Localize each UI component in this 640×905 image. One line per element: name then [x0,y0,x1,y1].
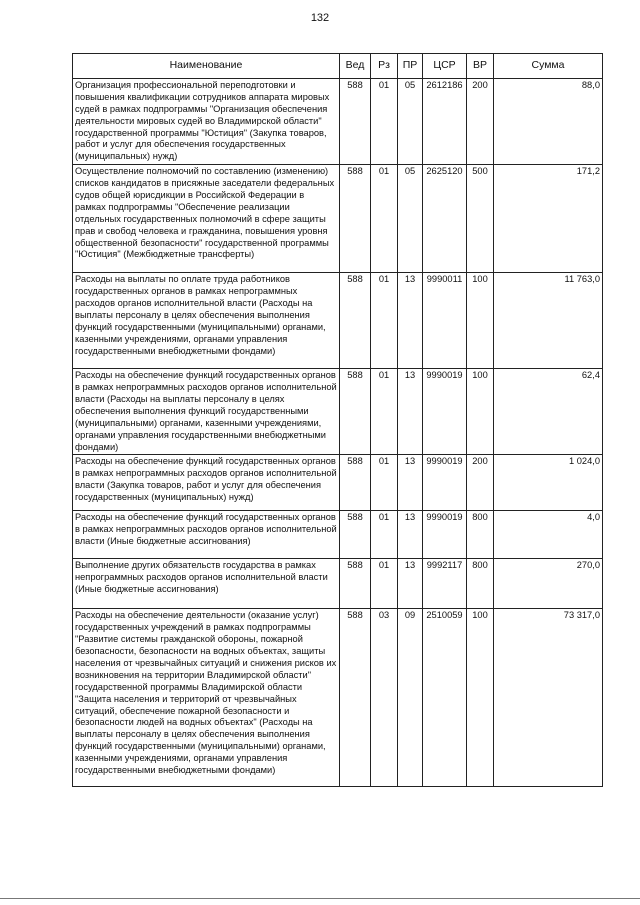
cell-csr: 2625120 [423,165,467,273]
cell-vr: 200 [467,455,494,511]
cell-name: Выполнение других обязательств государства в рамках непрограммных расходов органов исполнительной власти (Иные бюджетные ассигнования) [73,559,340,609]
cell-sum: 11 763,0 [494,273,603,369]
cell-vr: 200 [467,79,494,165]
cell-csr: 9990019 [423,511,467,559]
cell-csr: 9992117 [423,559,467,609]
cell-vr: 800 [467,559,494,609]
cell-rz: 01 [371,455,398,511]
cell-sum: 73 317,0 [494,609,603,787]
cell-ved: 588 [340,369,371,455]
cell-name: Организация профессиональной переподготовки и повышения квалификации сотрудников аппарата мировых судей в рамках подпрограммы "Организация обеспечения деятельности мировых судей во Владимирской области" государственной программы "Юстиция" (Закупка товаров, работ и услуг для обеспечения государственных (муниципальных) нужд) [73,79,340,165]
cell-pr: 13 [398,273,423,369]
cell-sum: 270,0 [494,559,603,609]
cell-ved: 588 [340,511,371,559]
header-csr: ЦСР [423,54,467,79]
cell-pr: 13 [398,559,423,609]
cell-csr: 2510059 [423,609,467,787]
header-row [73,54,603,79]
header-pr: ПР [398,54,423,79]
table-row [73,455,603,511]
cell-sum: 171,2 [494,165,603,273]
table-row [73,559,603,609]
cell-ved: 588 [340,455,371,511]
cell-name: Расходы на обеспечение функций государственных органов в рамках непрограммных расходов органов исполнительной власти (Иные бюджетные ассигнования) [73,511,340,559]
cell-pr: 13 [398,455,423,511]
table-row [73,609,603,787]
table-row [73,79,603,165]
page-number: 132 [310,12,330,24]
cell-vr: 100 [467,273,494,369]
cell-name: Расходы на выплаты по оплате труда работников государственных органов в рамках непрограммных расходов органов исполнительной власти (Расходы на выплаты персоналу в целях обеспечения выполнения функций государственными (муниципальными) органами, казенными учреждениями, органами управления государственными внебюджетными фондами) [73,273,340,369]
table-row [73,511,603,559]
cell-csr: 9990019 [423,455,467,511]
cell-ved: 588 [340,559,371,609]
cell-sum: 88,0 [494,79,603,165]
cell-sum: 62,4 [494,369,603,455]
header-name: Наименование [73,54,340,79]
cell-vr: 500 [467,165,494,273]
cell-rz: 01 [371,511,398,559]
cell-rz: 01 [371,273,398,369]
cell-sum: 1 024,0 [494,455,603,511]
cell-rz: 03 [371,609,398,787]
cell-name: Осуществление полномочий по составлению (изменению) списков кандидатов в присяжные заседатели федеральных судов общей юрисдикции в Российской Федерации в рамках подпрограммы "Обеспечение реализации отдельных государственных полномочий в сфере защиты прав и свобод человека и гражданина, повышения уровня общественной безопасности" государственной программы "Юстиция" (Межбюджетные трансферты) [73,165,340,273]
cell-ved: 588 [340,165,371,273]
table-row [73,165,603,273]
header-rz: Рз [371,54,398,79]
cell-rz: 01 [371,559,398,609]
cell-name: Расходы на обеспечение деятельности (оказание услуг) государственных учреждений в рамках подпрограммы "Развитие системы гражданской обороны, пожарной безопасности, безопасности на водных объектах, защиты населения от чрезвычайных ситуаций и снижения рисков их возникновения на территории Владимирской области" государственной программы Владимирской области "Защита населения и территорий от чрезвычайных ситуаций, обеспечение пожарной безопасности и безопасности людей на водных объектах" (Расходы на выплаты персоналу в целях обеспечения выполнения функций государственными (муниципальными) органами, казенными учреждениями, органами управления государственными внебюджетными фондами) [73,609,340,787]
cell-rz: 01 [371,165,398,273]
table-row [73,273,603,369]
page-bottom-rule [0,898,640,899]
table-row [73,369,603,455]
cell-ved: 588 [340,273,371,369]
cell-pr: 09 [398,609,423,787]
cell-vr: 100 [467,609,494,787]
cell-name: Расходы на обеспечение функций государственных органов в рамках непрограммных расходов органов исполнительной власти (Закупка товаров, работ и услуг для обеспечения государственных (муниципальных) нужд) [73,455,340,511]
cell-rz: 01 [371,79,398,165]
header-vr: ВР [467,54,494,79]
cell-vr: 800 [467,511,494,559]
cell-csr: 9990019 [423,369,467,455]
cell-pr: 13 [398,511,423,559]
cell-pr: 13 [398,369,423,455]
cell-ved: 588 [340,79,371,165]
cell-rz: 01 [371,369,398,455]
cell-vr: 100 [467,369,494,455]
cell-pr: 05 [398,165,423,273]
cell-csr: 9990011 [423,273,467,369]
cell-name: Расходы на обеспечение функций государственных органов в рамках непрограммных расходов органов исполнительной власти (Расходы на выплаты персоналу в целях обеспечения выполнения функций государственными (муниципальными) органами, казенными учреждениями, органами управления государственными внебюджетными фондами) [73,369,340,455]
cell-pr: 05 [398,79,423,165]
header-sum: Сумма [494,54,603,79]
cell-sum: 4,0 [494,511,603,559]
cell-csr: 2612186 [423,79,467,165]
cell-ved: 588 [340,609,371,787]
budget-table [72,53,603,787]
header-ved: Вед [340,54,371,79]
